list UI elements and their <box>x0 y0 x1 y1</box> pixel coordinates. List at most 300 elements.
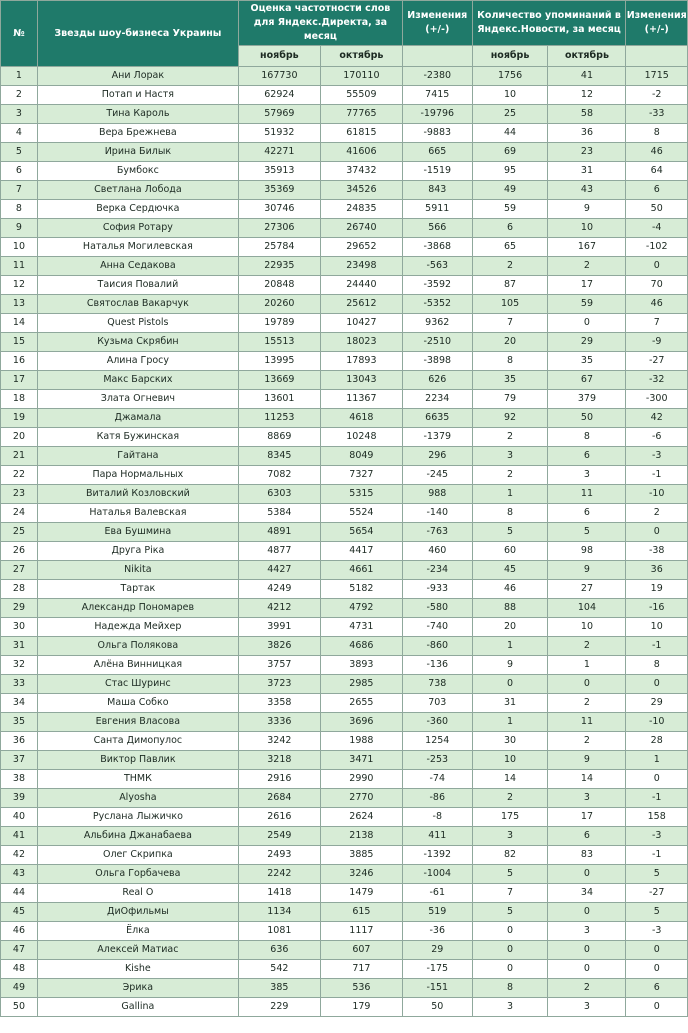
table-row <box>1 903 688 922</box>
cell-num: 34 <box>1 694 38 713</box>
cell-oct: 4686 <box>320 637 402 656</box>
cell-nov: 3218 <box>238 751 320 770</box>
table-row <box>1 162 688 181</box>
cell-change1: 460 <box>402 542 472 561</box>
cell-name: Gallina <box>37 998 238 1017</box>
cell-change2: -1 <box>626 789 688 808</box>
cell-nov: 20260 <box>238 295 320 314</box>
cell-mentions-oct: 9 <box>548 200 626 219</box>
cell-nov: 3757 <box>238 656 320 675</box>
cell-oct: 2990 <box>320 770 402 789</box>
cell-change1: -580 <box>402 599 472 618</box>
table-row <box>1 713 688 732</box>
table-row <box>1 846 688 865</box>
cell-mentions-nov: 1 <box>472 485 548 504</box>
table-row <box>1 751 688 770</box>
cell-mentions-nov: 46 <box>472 580 548 599</box>
cell-num: 31 <box>1 637 38 656</box>
cell-oct: 4417 <box>320 542 402 561</box>
table-row <box>1 200 688 219</box>
cell-change1: 2234 <box>402 390 472 409</box>
cell-change2: 0 <box>626 675 688 694</box>
cell-mentions-oct: 23 <box>548 143 626 162</box>
cell-change2: -102 <box>626 238 688 257</box>
cell-name: Светлана Лобода <box>37 181 238 200</box>
header-num: № <box>1 1 38 67</box>
subheader-nov2: ноябрь <box>472 46 548 67</box>
cell-name: Маша Собко <box>37 694 238 713</box>
cell-change1: 29 <box>402 941 472 960</box>
table-row <box>1 67 688 86</box>
cell-mentions-oct: 83 <box>548 846 626 865</box>
cell-name: ТНМК <box>37 770 238 789</box>
cell-change1: 5911 <box>402 200 472 219</box>
cell-change1: -74 <box>402 770 472 789</box>
cell-change1: -245 <box>402 466 472 485</box>
cell-change2: -10 <box>626 713 688 732</box>
cell-change1: 519 <box>402 903 472 922</box>
cell-mentions-nov: 7 <box>472 314 548 333</box>
cell-mentions-nov: 1 <box>472 637 548 656</box>
cell-change1: 988 <box>402 485 472 504</box>
cell-nov: 8869 <box>238 428 320 447</box>
cell-mentions-oct: 3 <box>548 466 626 485</box>
cell-change1: 738 <box>402 675 472 694</box>
cell-change1: -5352 <box>402 295 472 314</box>
cell-oct: 61815 <box>320 124 402 143</box>
cell-change1: -933 <box>402 580 472 599</box>
cell-num: 15 <box>1 333 38 352</box>
cell-change2: 2 <box>626 504 688 523</box>
cell-name: Верка Сердючка <box>37 200 238 219</box>
cell-name: Nikita <box>37 561 238 580</box>
cell-change1: 411 <box>402 827 472 846</box>
cell-mentions-nov: 92 <box>472 409 548 428</box>
cell-change2: -1 <box>626 637 688 656</box>
cell-oct: 37432 <box>320 162 402 181</box>
cell-name: Вера Брежнева <box>37 124 238 143</box>
cell-change2: -300 <box>626 390 688 409</box>
cell-mentions-nov: 59 <box>472 200 548 219</box>
cell-change2: 0 <box>626 960 688 979</box>
cell-name: Бумбокс <box>37 162 238 181</box>
cell-mentions-nov: 30 <box>472 732 548 751</box>
table-row <box>1 504 688 523</box>
cell-change2: 46 <box>626 295 688 314</box>
cell-oct: 23498 <box>320 257 402 276</box>
table-row <box>1 390 688 409</box>
cell-oct: 4661 <box>320 561 402 580</box>
cell-change1: -234 <box>402 561 472 580</box>
header-mentions: Количество упоминаний в Яндекс.Новости, за месяц <box>472 1 626 46</box>
cell-mentions-oct: 5 <box>548 523 626 542</box>
cell-nov: 3826 <box>238 637 320 656</box>
cell-mentions-oct: 8 <box>548 428 626 447</box>
cell-name: Ольга Горбачева <box>37 865 238 884</box>
cell-num: 5 <box>1 143 38 162</box>
cell-oct: 17893 <box>320 352 402 371</box>
cell-num: 11 <box>1 257 38 276</box>
table-row <box>1 865 688 884</box>
cell-change2: -32 <box>626 371 688 390</box>
table-row <box>1 884 688 903</box>
cell-num: 26 <box>1 542 38 561</box>
cell-oct: 29652 <box>320 238 402 257</box>
cell-mentions-oct: 41 <box>548 67 626 86</box>
cell-name: Ёлка <box>37 922 238 941</box>
cell-mentions-nov: 35 <box>472 371 548 390</box>
cell-mentions-nov: 87 <box>472 276 548 295</box>
cell-change1: -175 <box>402 960 472 979</box>
cell-name: Алина Гросу <box>37 352 238 371</box>
cell-name: Наталья Могилевская <box>37 238 238 257</box>
cell-num: 36 <box>1 732 38 751</box>
cell-mentions-oct: 2 <box>548 732 626 751</box>
cell-change1: -860 <box>402 637 472 656</box>
cell-change1: -3868 <box>402 238 472 257</box>
cell-num: 25 <box>1 523 38 542</box>
cell-name: Виталий Козловский <box>37 485 238 504</box>
table-row <box>1 732 688 751</box>
cell-oct: 2138 <box>320 827 402 846</box>
cell-change1: -2380 <box>402 67 472 86</box>
table-row <box>1 523 688 542</box>
cell-change1: -740 <box>402 618 472 637</box>
cell-oct: 3246 <box>320 865 402 884</box>
cell-mentions-oct: 0 <box>548 941 626 960</box>
cell-change2: 6 <box>626 979 688 998</box>
cell-change2: 36 <box>626 561 688 580</box>
cell-change2: 70 <box>626 276 688 295</box>
cell-change2: -3 <box>626 922 688 941</box>
cell-name: Таисия Повалий <box>37 276 238 295</box>
cell-change2: 42 <box>626 409 688 428</box>
cell-name: Святослав Вакарчук <box>37 295 238 314</box>
cell-name: Злата Огневич <box>37 390 238 409</box>
cell-mentions-nov: 82 <box>472 846 548 865</box>
table-body <box>1 67 688 1017</box>
cell-change1: 703 <box>402 694 472 713</box>
cell-mentions-nov: 10 <box>472 751 548 770</box>
cell-change1: -151 <box>402 979 472 998</box>
cell-oct: 11367 <box>320 390 402 409</box>
table-row <box>1 466 688 485</box>
cell-change2: -27 <box>626 884 688 903</box>
cell-name: Алексей Матиас <box>37 941 238 960</box>
cell-oct: 607 <box>320 941 402 960</box>
cell-mentions-nov: 65 <box>472 238 548 257</box>
cell-change1: 566 <box>402 219 472 238</box>
cell-oct: 3893 <box>320 656 402 675</box>
cell-mentions-nov: 175 <box>472 808 548 827</box>
table-row <box>1 941 688 960</box>
cell-oct: 4792 <box>320 599 402 618</box>
cell-change2: -2 <box>626 86 688 105</box>
header-freq: Оценка частотности слов для Яндекс.Директа, за месяц <box>238 1 402 46</box>
cell-mentions-oct: 3 <box>548 922 626 941</box>
table-row <box>1 314 688 333</box>
cell-name: Кузьма Скрябин <box>37 333 238 352</box>
cell-mentions-nov: 20 <box>472 333 548 352</box>
table-row <box>1 409 688 428</box>
cell-change2: 50 <box>626 200 688 219</box>
table-row <box>1 561 688 580</box>
cell-name: Real O <box>37 884 238 903</box>
cell-mentions-nov: 3 <box>472 827 548 846</box>
cell-num: 7 <box>1 181 38 200</box>
cell-nov: 13995 <box>238 352 320 371</box>
cell-change1: -36 <box>402 922 472 941</box>
cell-num: 17 <box>1 371 38 390</box>
cell-mentions-oct: 10 <box>548 618 626 637</box>
cell-mentions-oct: 9 <box>548 751 626 770</box>
cell-nov: 1081 <box>238 922 320 941</box>
cell-mentions-nov: 0 <box>472 960 548 979</box>
cell-num: 32 <box>1 656 38 675</box>
cell-change2: 0 <box>626 770 688 789</box>
cell-change1: 50 <box>402 998 472 1017</box>
cell-num: 44 <box>1 884 38 903</box>
table-row <box>1 143 688 162</box>
cell-name: Ольга Полякова <box>37 637 238 656</box>
cell-change1: -1004 <box>402 865 472 884</box>
table-row <box>1 998 688 1017</box>
table-row <box>1 960 688 979</box>
cell-mentions-oct: 2 <box>548 637 626 656</box>
cell-change1: -61 <box>402 884 472 903</box>
cell-oct: 10248 <box>320 428 402 447</box>
cell-oct: 1988 <box>320 732 402 751</box>
table-row <box>1 105 688 124</box>
cell-change2: 28 <box>626 732 688 751</box>
cell-nov: 3358 <box>238 694 320 713</box>
cell-name: Катя Бужинская <box>37 428 238 447</box>
cell-change2: -9 <box>626 333 688 352</box>
cell-name: Анна Седакова <box>37 257 238 276</box>
cell-change1: -86 <box>402 789 472 808</box>
cell-mentions-nov: 14 <box>472 770 548 789</box>
cell-mentions-nov: 25 <box>472 105 548 124</box>
cell-name: Quest Pistols <box>37 314 238 333</box>
cell-mentions-oct: 167 <box>548 238 626 257</box>
cell-change1: -3898 <box>402 352 472 371</box>
cell-nov: 542 <box>238 960 320 979</box>
subheader-empty <box>626 46 688 67</box>
cell-change1: 843 <box>402 181 472 200</box>
cell-change1: 1254 <box>402 732 472 751</box>
table-row <box>1 694 688 713</box>
cell-nov: 1134 <box>238 903 320 922</box>
table-row <box>1 542 688 561</box>
table-row <box>1 979 688 998</box>
cell-change1: -19796 <box>402 105 472 124</box>
cell-num: 43 <box>1 865 38 884</box>
cell-nov: 51932 <box>238 124 320 143</box>
cell-mentions-oct: 43 <box>548 181 626 200</box>
cell-oct: 5182 <box>320 580 402 599</box>
cell-num: 20 <box>1 428 38 447</box>
cell-mentions-oct: 379 <box>548 390 626 409</box>
cell-change1: -2510 <box>402 333 472 352</box>
header-name: Звезды шоу-бизнеса Украины <box>37 1 238 67</box>
cell-num: 50 <box>1 998 38 1017</box>
cell-name: София Ротару <box>37 219 238 238</box>
cell-mentions-nov: 79 <box>472 390 548 409</box>
cell-mentions-oct: 0 <box>548 675 626 694</box>
cell-mentions-nov: 5 <box>472 865 548 884</box>
cell-mentions-oct: 11 <box>548 485 626 504</box>
cell-mentions-nov: 3 <box>472 447 548 466</box>
cell-oct: 4731 <box>320 618 402 637</box>
cell-oct: 3696 <box>320 713 402 732</box>
cell-mentions-nov: 1756 <box>472 67 548 86</box>
header-change1: Изменения (+/-) <box>402 1 472 46</box>
cell-change2: -38 <box>626 542 688 561</box>
cell-mentions-nov: 0 <box>472 941 548 960</box>
cell-name: Ани Лорак <box>37 67 238 86</box>
cell-mentions-oct: 35 <box>548 352 626 371</box>
table-row <box>1 352 688 371</box>
table-row <box>1 257 688 276</box>
cell-nov: 2684 <box>238 789 320 808</box>
table-row <box>1 86 688 105</box>
cell-mentions-oct: 50 <box>548 409 626 428</box>
cell-mentions-nov: 1 <box>472 713 548 732</box>
cell-nov: 167730 <box>238 67 320 86</box>
cell-change2: 0 <box>626 998 688 1017</box>
cell-oct: 5654 <box>320 523 402 542</box>
cell-oct: 3885 <box>320 846 402 865</box>
cell-change2: 0 <box>626 941 688 960</box>
cell-mentions-nov: 69 <box>472 143 548 162</box>
cell-change2: 158 <box>626 808 688 827</box>
cell-name: Александр Пономарев <box>37 599 238 618</box>
cell-mentions-oct: 6 <box>548 827 626 846</box>
cell-change2: -16 <box>626 599 688 618</box>
table-row <box>1 656 688 675</box>
subheader-oct: октябрь <box>320 46 402 67</box>
cell-nov: 42271 <box>238 143 320 162</box>
cell-nov: 6303 <box>238 485 320 504</box>
table-row <box>1 295 688 314</box>
cell-mentions-nov: 8 <box>472 504 548 523</box>
cell-name: Руслана Лыжичко <box>37 808 238 827</box>
cell-change1: 6635 <box>402 409 472 428</box>
cell-mentions-nov: 60 <box>472 542 548 561</box>
cell-mentions-nov: 5 <box>472 903 548 922</box>
cell-oct: 7327 <box>320 466 402 485</box>
cell-mentions-oct: 2 <box>548 979 626 998</box>
cell-mentions-oct: 29 <box>548 333 626 352</box>
cell-num: 24 <box>1 504 38 523</box>
cell-num: 29 <box>1 599 38 618</box>
cell-mentions-nov: 7 <box>472 884 548 903</box>
table-row <box>1 789 688 808</box>
table-row <box>1 637 688 656</box>
cell-name: Пара Нормальных <box>37 466 238 485</box>
cell-mentions-oct: 6 <box>548 447 626 466</box>
cell-oct: 18023 <box>320 333 402 352</box>
cell-mentions-nov: 105 <box>472 295 548 314</box>
cell-nov: 7082 <box>238 466 320 485</box>
header-change2: Изменения (+/-) <box>626 1 688 46</box>
cell-change2: 46 <box>626 143 688 162</box>
cell-oct: 3471 <box>320 751 402 770</box>
cell-nov: 229 <box>238 998 320 1017</box>
cell-mentions-oct: 36 <box>548 124 626 143</box>
cell-name: Надежда Мейхер <box>37 618 238 637</box>
cell-name: Тартак <box>37 580 238 599</box>
cell-nov: 57969 <box>238 105 320 124</box>
cell-mentions-nov: 20 <box>472 618 548 637</box>
cell-change2: -4 <box>626 219 688 238</box>
cell-change2: 5 <box>626 865 688 884</box>
cell-mentions-oct: 31 <box>548 162 626 181</box>
cell-mentions-nov: 44 <box>472 124 548 143</box>
cell-num: 40 <box>1 808 38 827</box>
cell-name: Друга Ріка <box>37 542 238 561</box>
cell-mentions-oct: 34 <box>548 884 626 903</box>
cell-change2: 0 <box>626 523 688 542</box>
cell-oct: 179 <box>320 998 402 1017</box>
table-row <box>1 124 688 143</box>
table-row <box>1 618 688 637</box>
cell-mentions-oct: 2 <box>548 257 626 276</box>
cell-name: Олег Скрипка <box>37 846 238 865</box>
table-row <box>1 238 688 257</box>
cell-name: Джамала <box>37 409 238 428</box>
cell-mentions-oct: 27 <box>548 580 626 599</box>
cell-name: Тина Кароль <box>37 105 238 124</box>
cell-oct: 2655 <box>320 694 402 713</box>
cell-name: Санта Димопулос <box>37 732 238 751</box>
cell-nov: 13669 <box>238 371 320 390</box>
cell-nov: 19789 <box>238 314 320 333</box>
cell-name: Алёна Винницкая <box>37 656 238 675</box>
cell-nov: 3723 <box>238 675 320 694</box>
cell-mentions-nov: 9 <box>472 656 548 675</box>
cell-mentions-nov: 8 <box>472 352 548 371</box>
cell-mentions-oct: 10 <box>548 219 626 238</box>
cell-nov: 3242 <box>238 732 320 751</box>
cell-change1: -253 <box>402 751 472 770</box>
cell-mentions-nov: 31 <box>472 694 548 713</box>
cell-num: 45 <box>1 903 38 922</box>
cell-nov: 35913 <box>238 162 320 181</box>
cell-nov: 2616 <box>238 808 320 827</box>
cell-nov: 35369 <box>238 181 320 200</box>
cell-change1: -3592 <box>402 276 472 295</box>
cell-mentions-nov: 0 <box>472 675 548 694</box>
cell-change1: -1392 <box>402 846 472 865</box>
cell-mentions-nov: 2 <box>472 428 548 447</box>
cell-num: 1 <box>1 67 38 86</box>
cell-nov: 27306 <box>238 219 320 238</box>
cell-mentions-oct: 6 <box>548 504 626 523</box>
cell-num: 38 <box>1 770 38 789</box>
cell-nov: 3991 <box>238 618 320 637</box>
cell-mentions-nov: 95 <box>472 162 548 181</box>
cell-nov: 2493 <box>238 846 320 865</box>
cell-change2: -3 <box>626 827 688 846</box>
cell-num: 37 <box>1 751 38 770</box>
cell-change1: -9883 <box>402 124 472 143</box>
subheader-empty <box>402 46 472 67</box>
cell-name: Макс Барских <box>37 371 238 390</box>
cell-nov: 2916 <box>238 770 320 789</box>
cell-nov: 1418 <box>238 884 320 903</box>
cell-nov: 4891 <box>238 523 320 542</box>
